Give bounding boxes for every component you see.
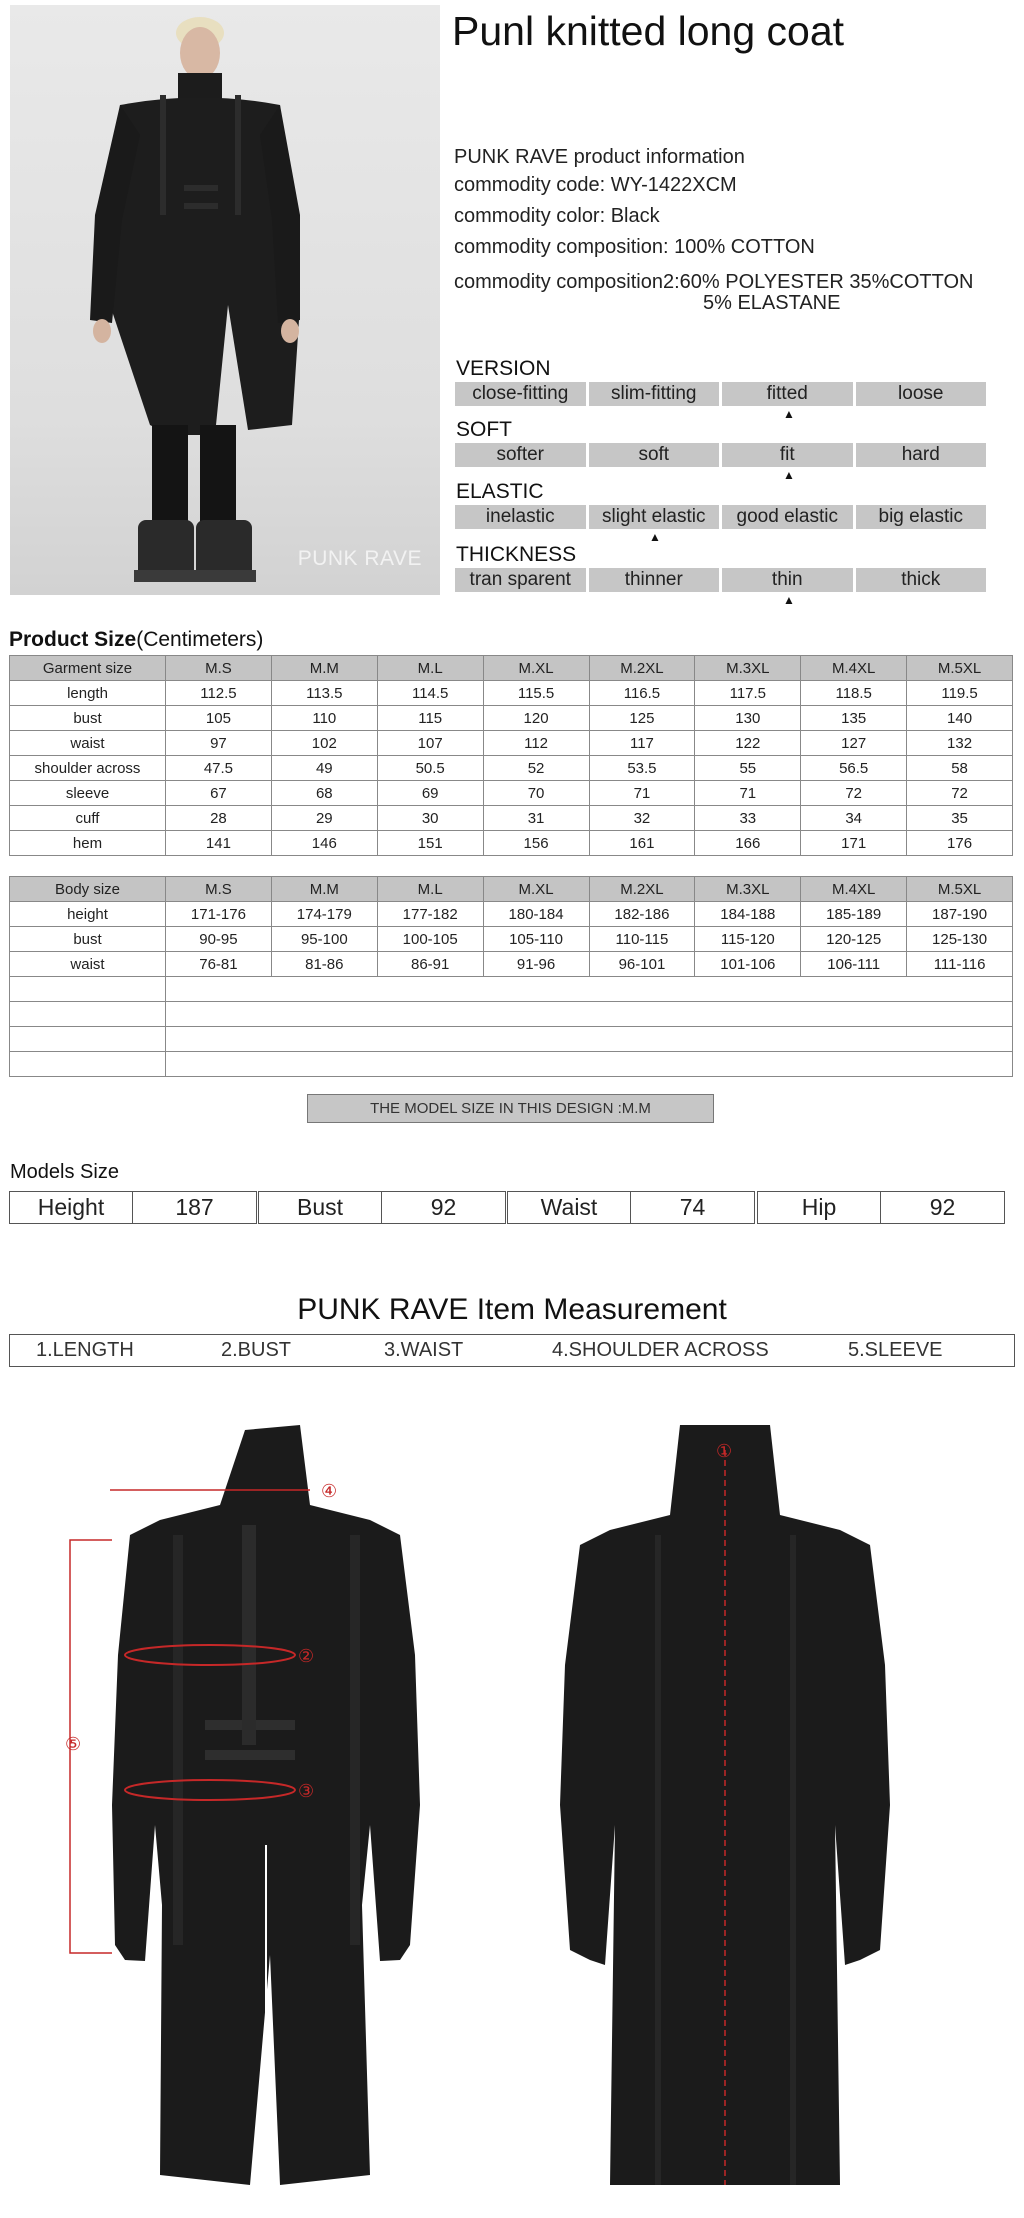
table-cell: waist bbox=[10, 952, 166, 977]
attribute-scale-version bbox=[455, 382, 986, 406]
table-cell: 56.5 bbox=[801, 756, 907, 781]
table-cell: 35 bbox=[907, 806, 1013, 831]
table-cell: 58 bbox=[907, 756, 1013, 781]
table-cell: shoulder across bbox=[10, 756, 166, 781]
table-cell: 86-91 bbox=[377, 952, 483, 977]
table-cell: 30 bbox=[377, 806, 483, 831]
body-size-table bbox=[9, 876, 1013, 1077]
table-cell: 146 bbox=[271, 831, 377, 856]
table-cell: height bbox=[10, 902, 166, 927]
table-cell: 53.5 bbox=[589, 756, 695, 781]
attribute-option: slim-fitting bbox=[589, 382, 720, 406]
marker-5: ⑤ bbox=[65, 1734, 82, 1755]
front-coat-drawing bbox=[112, 1425, 420, 2185]
attribute-option: slight elastic bbox=[589, 505, 720, 529]
table-cell: 120-125 bbox=[801, 927, 907, 952]
attribute-scale-elastic bbox=[455, 505, 986, 529]
table-cell: 71 bbox=[695, 781, 801, 806]
table-cell bbox=[10, 1002, 166, 1027]
table-cell: 91-96 bbox=[483, 952, 589, 977]
measurement-item: 5.SLEEVE bbox=[848, 1339, 943, 1361]
attribute-title-thickness: THICKNESS bbox=[456, 543, 577, 566]
marker-1: ① bbox=[716, 1441, 733, 1462]
table-cell bbox=[166, 1052, 1013, 1077]
table-cell: 100-105 bbox=[377, 927, 483, 952]
code-value: WY-1422XCM bbox=[610, 174, 737, 196]
table-cell: 115-120 bbox=[695, 927, 801, 952]
table-cell: 171-176 bbox=[166, 902, 272, 927]
product-size-unit: (Centimeters) bbox=[136, 628, 264, 651]
header-cell: M.3XL bbox=[695, 877, 801, 902]
attribute-option: loose bbox=[856, 382, 987, 406]
selected-marker-icon: ▲ bbox=[783, 593, 795, 607]
marker-2: ② bbox=[298, 1646, 315, 1667]
table-cell bbox=[10, 1052, 166, 1077]
table-cell: 130 bbox=[695, 706, 801, 731]
model-size-label: Height bbox=[10, 1192, 133, 1223]
table-cell: bust bbox=[10, 927, 166, 952]
table-row bbox=[10, 731, 1013, 756]
table-cell: hem bbox=[10, 831, 166, 856]
table-cell: 95-100 bbox=[271, 927, 377, 952]
attribute-scale-thickness bbox=[455, 568, 986, 592]
table-cell: 120 bbox=[483, 706, 589, 731]
header-cell: M.2XL bbox=[589, 656, 695, 681]
table-cell: 174-179 bbox=[271, 902, 377, 927]
table-cell: 161 bbox=[589, 831, 695, 856]
commodity-color-row bbox=[454, 205, 660, 228]
info-heading: PUNK RAVE product information bbox=[454, 146, 745, 168]
header-cell: M.5XL bbox=[907, 877, 1013, 902]
table-cell: 182-186 bbox=[589, 902, 695, 927]
table-cell: 132 bbox=[907, 731, 1013, 756]
header-cell: M.4XL bbox=[801, 656, 907, 681]
table-cell: cuff bbox=[10, 806, 166, 831]
table-cell: 106-111 bbox=[801, 952, 907, 977]
table-row bbox=[10, 756, 1013, 781]
table-cell: 156 bbox=[483, 831, 589, 856]
table-cell: 176 bbox=[907, 831, 1013, 856]
product-size-title bbox=[9, 628, 263, 652]
attribute-title-soft: SOFT bbox=[456, 418, 512, 441]
table-cell: 118.5 bbox=[801, 681, 907, 706]
table-cell: 151 bbox=[377, 831, 483, 856]
composition2-label: commodity composition2: bbox=[454, 271, 680, 293]
selected-marker-icon: ▲ bbox=[649, 530, 661, 544]
table-cell: 70 bbox=[483, 781, 589, 806]
table-row bbox=[10, 831, 1013, 856]
table-cell: 68 bbox=[271, 781, 377, 806]
selected-marker-icon: ▲ bbox=[783, 468, 795, 482]
header-cell: M.XL bbox=[483, 656, 589, 681]
table-cell bbox=[166, 1002, 1013, 1027]
header-cell: M.M bbox=[271, 877, 377, 902]
model-size-hip bbox=[757, 1191, 1005, 1224]
header-cell: M.L bbox=[377, 877, 483, 902]
table-cell: 28 bbox=[166, 806, 272, 831]
measurement-item: 1.LENGTH bbox=[36, 1339, 134, 1361]
table-row bbox=[10, 806, 1013, 831]
composition2-line1: 60% POLYESTER 35%COTTON bbox=[679, 271, 974, 293]
attribute-option: fitted bbox=[722, 382, 853, 406]
table-cell: 72 bbox=[907, 781, 1013, 806]
table-cell: 187-190 bbox=[907, 902, 1013, 927]
table-cell: 81-86 bbox=[271, 952, 377, 977]
model-size-value: 187 bbox=[175, 1194, 214, 1220]
table-cell: 111-116 bbox=[907, 952, 1013, 977]
attribute-option: soft bbox=[589, 443, 720, 467]
table-cell: 112.5 bbox=[166, 681, 272, 706]
empty-row bbox=[10, 1027, 1013, 1052]
table-cell: 112 bbox=[483, 731, 589, 756]
table-cell: 122 bbox=[695, 731, 801, 756]
table-row bbox=[10, 781, 1013, 806]
code-label: commodity code: bbox=[454, 174, 606, 196]
attribute-option: tran sparent bbox=[455, 568, 586, 592]
measurement-title: PUNK RAVE Item Measurement bbox=[297, 1293, 727, 1326]
table-cell: 55 bbox=[695, 756, 801, 781]
table-cell: 125-130 bbox=[907, 927, 1013, 952]
model-size-value: 74 bbox=[679, 1194, 706, 1220]
model-size-note: THE MODEL SIZE IN THIS DESIGN :M.M bbox=[307, 1094, 714, 1123]
table-cell: 49 bbox=[271, 756, 377, 781]
table-cell: 52 bbox=[483, 756, 589, 781]
attribute-title-elastic: ELASTIC bbox=[456, 480, 544, 503]
table-cell: 31 bbox=[483, 806, 589, 831]
marker-4: ④ bbox=[321, 1481, 338, 1502]
header-cell: M.M bbox=[271, 656, 377, 681]
color-value: Black bbox=[610, 205, 660, 227]
table-cell: 101-106 bbox=[695, 952, 801, 977]
attribute-title-version: VERSION bbox=[456, 357, 551, 380]
attribute-option: thick bbox=[856, 568, 987, 592]
attribute-option: thin bbox=[722, 568, 853, 592]
header-cell: M.2XL bbox=[589, 877, 695, 902]
table-cell: 110 bbox=[271, 706, 377, 731]
table-cell: 125 bbox=[589, 706, 695, 731]
marker-3: ③ bbox=[298, 1781, 315, 1802]
attribute-option: softer bbox=[455, 443, 586, 467]
measurement-item: 2.BUST bbox=[221, 1339, 292, 1361]
table-cell: 119.5 bbox=[907, 681, 1013, 706]
table-cell bbox=[166, 977, 1013, 1002]
table-cell: 69 bbox=[377, 781, 483, 806]
model-size-height bbox=[9, 1191, 257, 1224]
table-cell: 184-188 bbox=[695, 902, 801, 927]
table-cell: 33 bbox=[695, 806, 801, 831]
product-title: Punl knitted long coat bbox=[452, 8, 845, 54]
table-cell: 180-184 bbox=[483, 902, 589, 927]
table-header-row bbox=[10, 656, 1013, 681]
model-size-label: Bust bbox=[259, 1192, 382, 1223]
table-cell: 72 bbox=[801, 781, 907, 806]
product-size-heading: Product Size bbox=[9, 628, 137, 651]
model-size-waist bbox=[507, 1191, 755, 1224]
table-row bbox=[10, 681, 1013, 706]
table-cell: 76-81 bbox=[166, 952, 272, 977]
attribute-option: big elastic bbox=[856, 505, 987, 529]
table-cell: 29 bbox=[271, 806, 377, 831]
table-cell: 140 bbox=[907, 706, 1013, 731]
attribute-scale-soft bbox=[455, 443, 986, 467]
table-cell: 135 bbox=[801, 706, 907, 731]
header-cell: M.L bbox=[377, 656, 483, 681]
table-header-row bbox=[10, 877, 1013, 902]
model-size-label: Hip bbox=[758, 1192, 881, 1223]
table-cell: 105-110 bbox=[483, 927, 589, 952]
model-size-value: 92 bbox=[929, 1194, 956, 1220]
table-cell: 115.5 bbox=[483, 681, 589, 706]
table-cell: 107 bbox=[377, 731, 483, 756]
brand-watermark: PUNK RAVE bbox=[297, 547, 422, 570]
table-cell: 50.5 bbox=[377, 756, 483, 781]
attribute-option: hard bbox=[856, 443, 987, 467]
table-cell: 171 bbox=[801, 831, 907, 856]
table-cell: 67 bbox=[166, 781, 272, 806]
model-figure bbox=[10, 5, 440, 595]
coat-measurement-diagram bbox=[65, 1405, 960, 2200]
table-cell: 105 bbox=[166, 706, 272, 731]
table-cell: length bbox=[10, 681, 166, 706]
table-cell: 117 bbox=[589, 731, 695, 756]
table-cell: 97 bbox=[166, 731, 272, 756]
table-cell: 185-189 bbox=[801, 902, 907, 927]
table-cell: waist bbox=[10, 731, 166, 756]
selected-marker-icon: ▲ bbox=[783, 407, 795, 421]
table-cell: 127 bbox=[801, 731, 907, 756]
composition-value: 100% COTTON bbox=[674, 236, 815, 258]
attribute-option: thinner bbox=[589, 568, 720, 592]
color-label: commodity color: bbox=[454, 205, 606, 227]
table-row bbox=[10, 902, 1013, 927]
table-cell bbox=[10, 1027, 166, 1052]
table-cell: 102 bbox=[271, 731, 377, 756]
table-cell: 114.5 bbox=[377, 681, 483, 706]
attribute-option: inelastic bbox=[455, 505, 586, 529]
table-cell: sleeve bbox=[10, 781, 166, 806]
table-cell: 166 bbox=[695, 831, 801, 856]
model-size-label: Waist bbox=[508, 1192, 631, 1223]
header-cell: M.S bbox=[166, 877, 272, 902]
model-photo bbox=[10, 5, 440, 595]
commodity-composition-row bbox=[454, 236, 815, 259]
model-size-bust bbox=[258, 1191, 506, 1224]
table-row bbox=[10, 952, 1013, 977]
table-row bbox=[10, 706, 1013, 731]
garment-size-table bbox=[9, 655, 1013, 856]
empty-row bbox=[10, 1052, 1013, 1077]
attribute-option: good elastic bbox=[722, 505, 853, 529]
commodity-code-row bbox=[454, 174, 737, 197]
models-size-title: Models Size bbox=[10, 1161, 119, 1183]
table-cell: 177-182 bbox=[377, 902, 483, 927]
attribute-option: close-fitting bbox=[455, 382, 586, 406]
table-cell: 34 bbox=[801, 806, 907, 831]
table-cell: 115 bbox=[377, 706, 483, 731]
table-cell: 47.5 bbox=[166, 756, 272, 781]
table-cell: 90-95 bbox=[166, 927, 272, 952]
table-cell: 116.5 bbox=[589, 681, 695, 706]
table-cell: 96-101 bbox=[589, 952, 695, 977]
table-cell: 32 bbox=[589, 806, 695, 831]
table-cell bbox=[10, 977, 166, 1002]
header-cell: M.4XL bbox=[801, 877, 907, 902]
header-cell: M.S bbox=[166, 656, 272, 681]
measurement-legend bbox=[9, 1334, 1015, 1367]
table-cell: 71 bbox=[589, 781, 695, 806]
empty-row bbox=[10, 1002, 1013, 1027]
composition-label: commodity composition: bbox=[454, 236, 669, 258]
empty-row bbox=[10, 977, 1013, 1002]
header-cell: M.3XL bbox=[695, 656, 801, 681]
table-cell: 113.5 bbox=[271, 681, 377, 706]
table-cell bbox=[166, 1027, 1013, 1052]
header-cell: Body size bbox=[10, 877, 166, 902]
table-cell: 141 bbox=[166, 831, 272, 856]
header-cell: M.XL bbox=[483, 877, 589, 902]
header-cell: Garment size bbox=[10, 656, 166, 681]
header-cell: M.5XL bbox=[907, 656, 1013, 681]
commodity-composition2-row bbox=[454, 271, 973, 294]
table-cell: bust bbox=[10, 706, 166, 731]
model-size-value: 92 bbox=[430, 1194, 457, 1220]
table-row bbox=[10, 927, 1013, 952]
table-cell: 117.5 bbox=[695, 681, 801, 706]
measurement-item: 4.SHOULDER ACROSS bbox=[552, 1339, 769, 1361]
attribute-option: fit bbox=[722, 443, 853, 467]
composition2-line2: 5% ELASTANE bbox=[703, 292, 841, 314]
measurement-item: 3.WAIST bbox=[384, 1339, 464, 1361]
table-cell: 110-115 bbox=[589, 927, 695, 952]
